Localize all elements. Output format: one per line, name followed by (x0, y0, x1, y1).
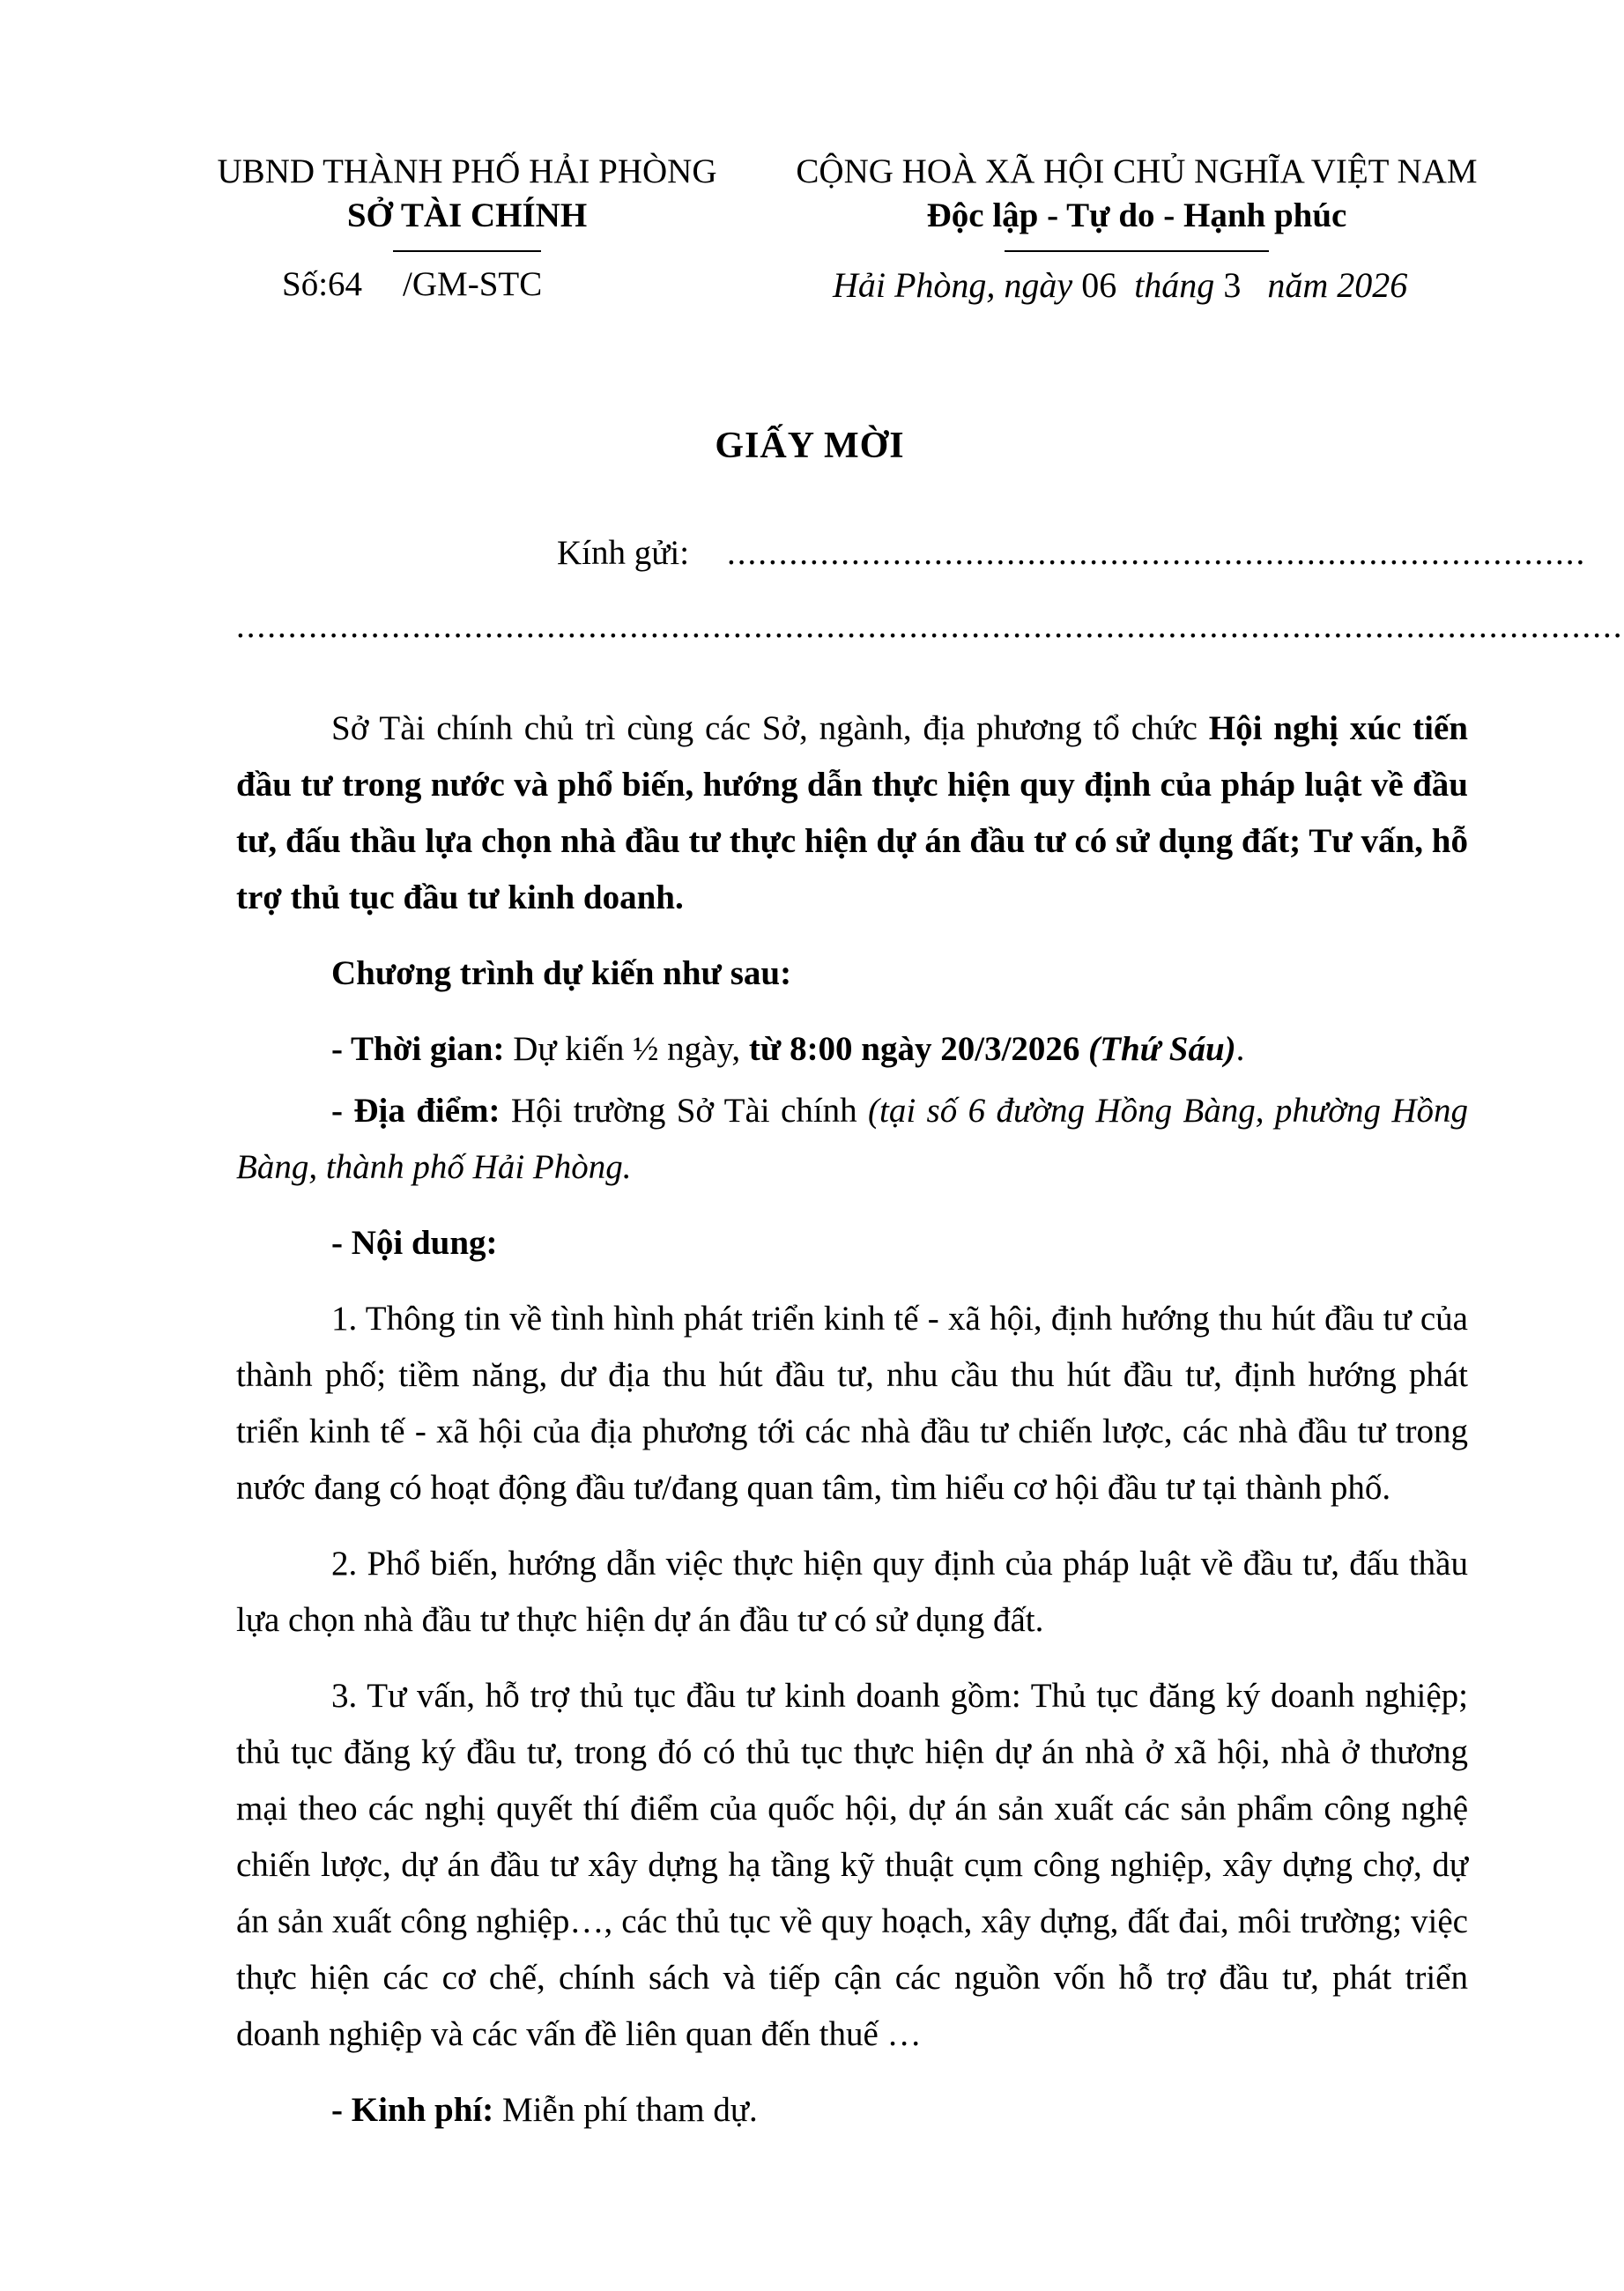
time-end-punct: . (1235, 1030, 1245, 1068)
intro-paragraph (236, 701, 1468, 926)
document-number-suffix: /GM-STC (403, 265, 543, 303)
recipient-blank-line-1: ................................................................................... (727, 534, 1587, 572)
date-year: 2026 (1337, 265, 1408, 305)
time-weekday: (Thứ Sáu) (1088, 1030, 1236, 1068)
time-duration: Dự kiến ½ ngày, (504, 1030, 749, 1068)
national-header-block (775, 150, 1498, 252)
issuing-agency-block (203, 150, 731, 252)
national-motto: Độc lập - Tự do - Hạnh phúc (926, 196, 1347, 234)
date-place-prefix: Hải Phòng, ngày (833, 265, 1073, 305)
program-heading: Chương trình dự kiến như sau: (331, 954, 792, 992)
conference-name: Hội nghị xúc tiến đầu tư trong nước và phổ biến, hướng dẫn thực hiện quy định của pháp luật về đầu tư, đấu thầu lựa chọn nhà đầu tư thực hiện dự án đầu tư có sử dụng đất; Tư vấn, hỗ trợ thủ tục đầu tư kinh doanh. (236, 709, 1468, 916)
location-item (236, 1083, 1468, 1196)
time-item (236, 1021, 1468, 1078)
date-month: 3 (1223, 265, 1242, 305)
document-number-value: Số:64 (282, 265, 363, 303)
content-item-2: 2. Phổ biến, hướng dẫn việc thực hiện quy định của pháp luật về đầu tư, đấu thầu lựa chọn nhà đầu tư thực hiện dự án đầu tư có sử dụng đất. (236, 1545, 1468, 1639)
date-month-label: tháng (1134, 265, 1215, 305)
parent-agency: UBND THÀNH PHỐ HẢI PHÒNG (217, 152, 717, 190)
fee-text: Miễn phí tham dự. (493, 2091, 758, 2129)
motto-underline (1005, 250, 1269, 252)
recipient-label: Kính gửi: (557, 534, 690, 572)
location-venue: Hội trường Sở Tài chính (500, 1092, 869, 1130)
content-item-1: 1. Thông tin về tình hình phát triển kinh tế - xã hội, định hướng thu hút đầu tư của thành phố; tiềm năng, dư địa thu hút đầu tư, nhu cầu thu hút đầu tư, định hướng phát triển kinh tế - xã hội của địa phương tới các nhà đầu tư chiến lược, các nhà đầu tư trong nước đang có hoạt động đầu tư/đang quan tâm, tìm hiểu cơ hội đầu tư tại thành phố. (236, 1300, 1468, 1507)
agency-underline (393, 250, 541, 252)
place-date-line (833, 264, 1407, 306)
document-number (282, 264, 542, 304)
document-body (236, 701, 1468, 2158)
time-label: - Thời gian: (331, 1030, 505, 1068)
document-title: GIẤY MỜI (715, 426, 905, 466)
location-address: (tại số 6 đường Hồng Bàng, phường Hồng Bàng, thành phố Hải Phòng. (236, 1092, 1468, 1186)
intro-text: Sở Tài chính chủ trì cùng các Sở, ngành, địa phương tổ chức (331, 709, 1209, 747)
location-label: - Địa điểm: (331, 1092, 501, 1130)
fee-item (236, 2082, 1468, 2139)
date-year-label: năm (1267, 265, 1329, 305)
content-label: - Nội dung: (331, 1224, 498, 1262)
agency-name: SỞ TÀI CHÍNH (346, 196, 588, 234)
content-item-3: 3. Tư vấn, hỗ trợ thủ tục đầu tư kinh doanh gồm: Thủ tục đăng ký doanh nghiệp; thủ tục đăng ký đầu tư, trong đó có thủ tục thực hiện dự án nhà ở xã hội, nhà ở thương mại theo các nghị quyết thí điểm của quốc hội, dự án sản xuất các sản phẩm công nghệ chiến lược, dự án đầu tư xây dựng hạ tầng kỹ thuật cụm công nghiệp, xây dựng chợ, dự án sản xuất công nghiệp…, các thủ tục về quy hoạch, xây dựng, đất đai, môi trường; việc thực hiện các cơ chế, chính sách và tiếp cận các nguồn vốn hỗ trợ đầu tư, phát triển doanh nghiệp và các vấn đề liên quan đến thuế … (236, 1677, 1468, 2053)
national-title: CỘNG HOÀ XÃ HỘI CHỦ NGHĨA VIỆT NAM (796, 152, 1478, 190)
time-start: từ 8:00 ngày 20/3/2026 (748, 1030, 1089, 1068)
fee-label: - Kinh phí: (331, 2091, 494, 2129)
date-day: 06 (1081, 265, 1117, 305)
recipient-blank-line-2: ...................................................................................................................................... (236, 607, 1624, 645)
